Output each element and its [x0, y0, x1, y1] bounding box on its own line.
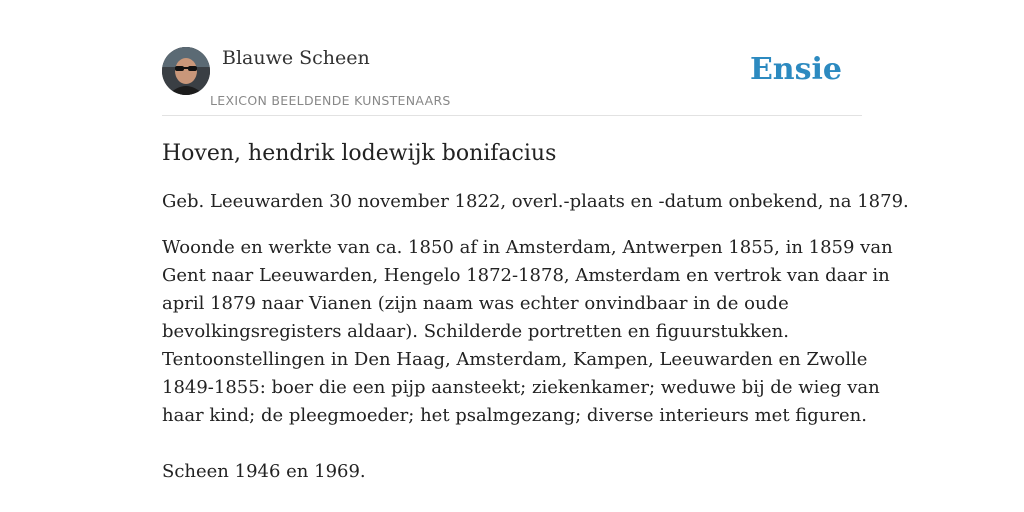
- article-intro: Geb. Leeuwarden 30 november 1822, overl.-plaats en -datum onbekend, na 1879.: [162, 191, 909, 212]
- article: [162, 138, 909, 486]
- article-title: Hoven, hendrik lodewijk bonifacius: [162, 141, 557, 166]
- avatar-portrait-image: [162, 47, 210, 95]
- source-label[interactable]: LEXICON BEELDENDE KUNSTENAARS: [210, 93, 451, 108]
- article-body-line: bevolkingsregisters aldaar). Schilderde portretten en figuurstukken.: [162, 321, 789, 342]
- article-body: [162, 234, 893, 430]
- article-body-line: april 1879 naar Vianen (zijn naam was echter onvindbaar in de oude: [162, 293, 789, 314]
- brand-logo[interactable]: Ensie: [749, 52, 842, 87]
- article-body-line: 1849-1855: boer die een pijp aansteekt; ziekenkamer; weduwe bij de wieg van: [162, 377, 880, 398]
- article-body-line: Gent naar Leeuwarden, Hengelo 1872-1878, Amsterdam en vertrok van daar in: [162, 265, 890, 286]
- header-divider: [162, 115, 862, 116]
- avatar[interactable]: [162, 47, 210, 95]
- article-sources: Scheen 1946 en 1969.: [162, 461, 366, 482]
- article-body-line: Tentoonstellingen in Den Haag, Amsterdam, Kampen, Leeuwarden en Zwolle: [162, 349, 868, 370]
- article-body-line: haar kind; de pleegmoeder; het psalmgezang; diverse interieurs met figuren.: [162, 405, 867, 426]
- article-body-line: Woonde en werkte van ca. 1850 af in Amsterdam, Antwerpen 1855, in 1859 van: [162, 237, 893, 258]
- author-name[interactable]: Blauwe Scheen: [222, 47, 370, 69]
